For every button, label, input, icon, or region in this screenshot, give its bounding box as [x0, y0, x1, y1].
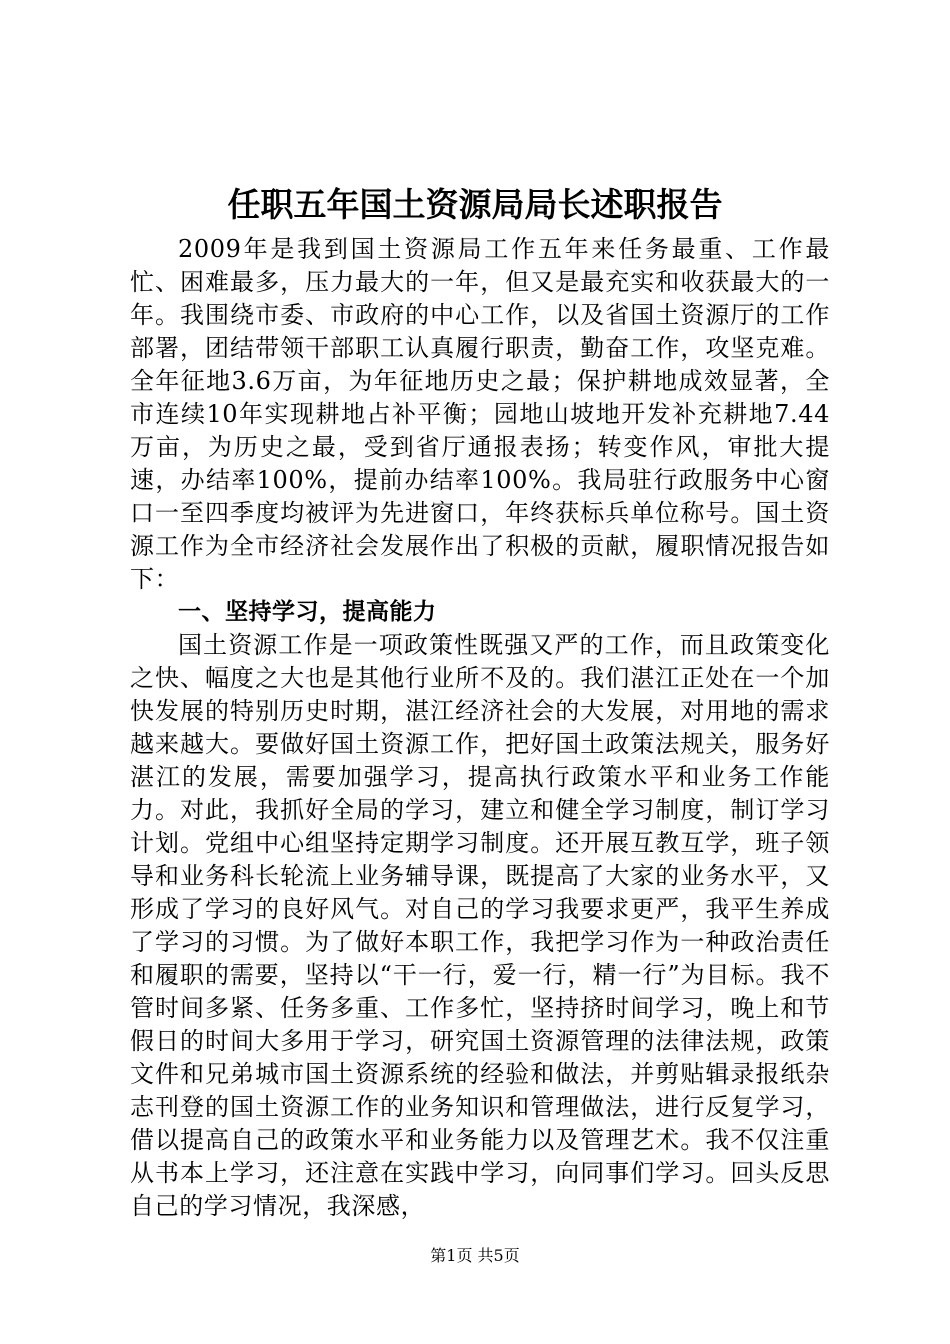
document-body: [130, 233, 830, 1223]
page-number-footer: 第1页 共5页: [430, 1246, 520, 1265]
document-title: 任职五年国土资源局局长述职报告: [227, 185, 723, 224]
section-heading-1: 一、坚持学习，提高能力: [178, 599, 437, 625]
paragraph-intro: 2009年是我到国土资源局工作五年来任务最重、工作最忙、困难最多，压力最大的一年，但又是最充实和收获最大的一年。我围绕市委、市政府的中心工作，以及省国土资源厅的工作部署，团结带领干部职工认真履行职责，勤奋工作，攻坚克难。全年征地3.6万亩，为年征地历史之最；保护耕地成效显著，全市连续10年实现耕地占补平衡；园地山坡地开发补充耕地7.44万亩，为历史之最，受到省厅通报表扬；转变作风，审批大提速，办结率100%，提前办结率100%。我局驻行政服务中心窗口一至四季度均被评为先进窗口，年终获标兵单位称号。国土资源工作为全市经济社会发展作出了积极的贡献，履职情况报告如下：: [130, 235, 830, 593]
paragraph-study: 国土资源工作是一项政策性既强又严的工作，而且政策变化之快、幅度之大也是其他行业所不及的。我们湛江正处在一个加快发展的特别历史时期，湛江经济社会的大发展，对用地的需求越来越大。要做好国土资源工作，把好国土政策法规关，服务好湛江的发展，需要加强学习，提高执行政策水平和业务工作能力。对此，我抓好全局的学习，建立和健全学习制度，制订学习计划。党组中心组坚持定期学习制度。还开展互教互学，班子领导和业务科长轮流上业务辅导课，既提高了大家的业务水平，又形成了学习的良好风气。对自己的学习我要求更严，我平生养成了学习的习惯。为了做好本职工作，我把学习作为一种政治责任和履职的需要，坚持以“干一行，爱一行，精一行”为目标。我不管时间多紧、任务多重、工作多忙，坚持挤时间学习，晚上和节假日的时间大多用于学习，研究国土资源管理的法律法规，政策文件和兄弟城市国土资源系统的经验和做法，并剪贴辑录报纸杂志刊登的国土资源工作的业务知识和管理做法，进行反复学习，借以提高自己的政策水平和业务能力以及管理艺术。我不仅注重从书本上学习，还注意在实践中学习，向同事们学习。回头反思自己的学习情况，我深感，: [130, 631, 830, 1220]
